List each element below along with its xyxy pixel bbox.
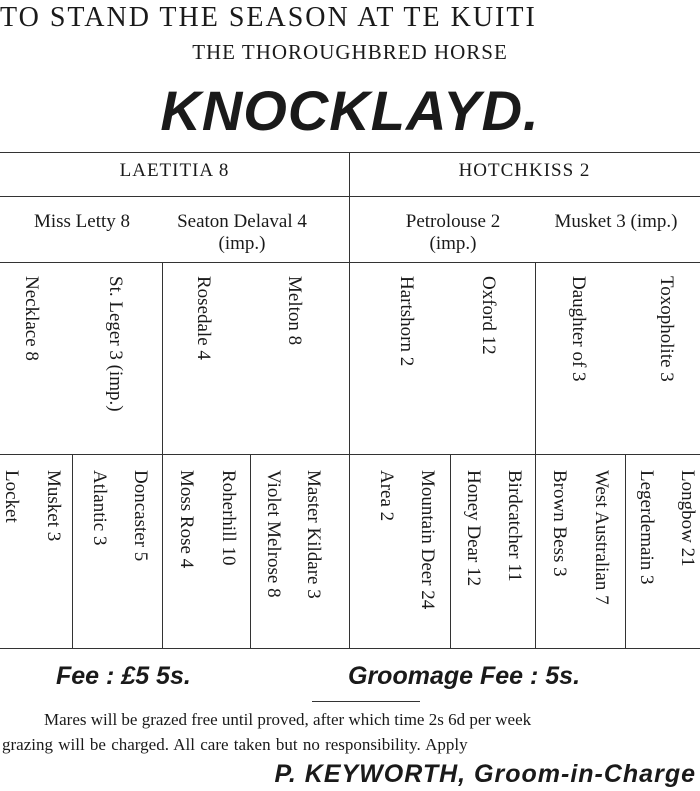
table-top-rule (0, 152, 700, 153)
gen3-name: Toxopholite 3 (656, 276, 677, 382)
contact-name: P. KEYWORTH, Groom-in-Charge (274, 760, 696, 788)
gen2-name: Miss Letty 8 (33, 211, 131, 232)
col-divider-gen3-left (162, 262, 163, 648)
gen2-name: Seaton Delaval 4 (imp.) (177, 211, 307, 254)
gen3-name: Oxford 12 (478, 276, 499, 355)
horse-name-title: KNOCKLAYD. (160, 79, 540, 142)
gen3-name: Rosedale 4 (193, 276, 214, 360)
col-divider-gen4-a (72, 454, 73, 648)
col-divider-gen3-right (535, 262, 536, 648)
gen3-name: St. Leger 3 (imp.) (105, 276, 126, 412)
gen4-name: Master Kildare 3 (303, 470, 324, 599)
gen4-name: Violet Melrose 8 (263, 470, 284, 598)
gen3-name: Necklace 8 (21, 276, 42, 361)
table-center-divider (349, 152, 350, 648)
sire-name: HOTCHKISS 2 (458, 160, 591, 181)
gen4-name: Birdcatcher 11 (504, 470, 525, 582)
gen4-name: Moss Rose 4 (176, 470, 197, 569)
gen4-name: Brown Bess 3 (549, 470, 570, 577)
dam-name: LAETITIA 8 (119, 160, 230, 181)
row-divider-gen4 (0, 454, 700, 455)
table-bottom-rule (0, 648, 700, 649)
gen4-name: Area 2 (376, 470, 397, 522)
col-divider-gen4-c (450, 454, 451, 648)
gen4-name: Legerdemain 3 (636, 470, 657, 585)
gen4-name: West Australian 7 (591, 470, 612, 605)
gen2-name: Musket 3 (imp.) (554, 211, 678, 232)
gen4-name: Longbow 21 (677, 470, 698, 567)
row-divider-gen2 (0, 196, 700, 197)
gen4-name: Musket 3 (43, 470, 64, 542)
row-divider-gen3 (0, 262, 700, 263)
heading-line-1: TO STAND THE SEASON AT TE KUITI (0, 2, 537, 33)
gen4-name: Honey Dear 12 (463, 470, 484, 587)
gen3-name: Melton 8 (284, 276, 305, 346)
gen3-name: Daughter of 3 (568, 276, 589, 382)
groomage-fee: Groomage Fee : 5s. (348, 662, 581, 690)
gen4-name: Atlantic 3 (89, 470, 110, 546)
gen4-name: Roherhill 10 (218, 470, 239, 566)
gen4-name: Doncaster 5 (130, 470, 151, 562)
notice-line-2: grazing will be charged. All care taken but no responsibility. Apply (2, 735, 468, 754)
separator-rule (312, 701, 420, 702)
gen4-name: Locket (1, 470, 22, 523)
heading-line-2: THE THOROUGHBRED HORSE (192, 40, 508, 64)
col-divider-gen4-b (250, 454, 251, 648)
stud-fee: Fee : £5 5s. (56, 662, 191, 690)
col-divider-gen4-d (625, 454, 626, 648)
gen2-name: Petrolouse 2 (imp.) (405, 211, 501, 254)
gen3-name: Hartshorn 2 (396, 276, 417, 367)
gen4-name: Mountain Deer 24 (417, 470, 438, 610)
notice-line-1: Mares will be grazed free until proved, after which time 2s 6d per week (44, 710, 532, 729)
